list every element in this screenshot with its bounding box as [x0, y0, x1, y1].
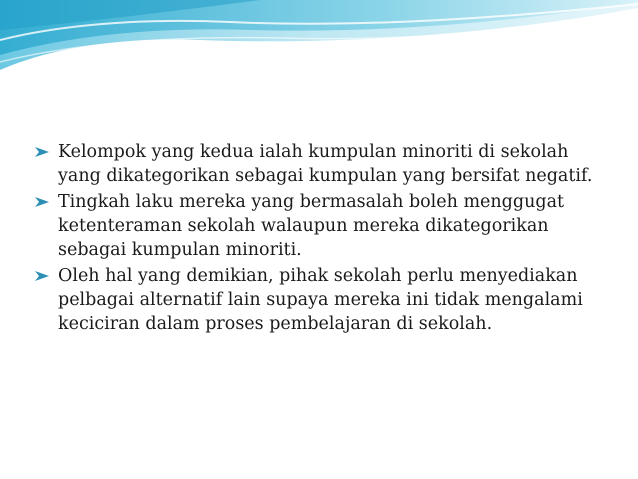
- decorative-wave-header: [0, 0, 638, 80]
- bullet-text: Kelompok yang kedua ialah kumpulan minoriti di sekolah yang dikategorikan sebagai kumpulan yang bersifat negatif.: [58, 142, 593, 186]
- bullet-item: [34, 264, 594, 336]
- arrow-checkmark-bullet-icon: [34, 145, 50, 159]
- arrow-checkmark-bullet-icon: [34, 269, 50, 283]
- bullet-list: [34, 140, 594, 338]
- arrow-checkmark-bullet-icon: [34, 195, 50, 209]
- bullet-item: [34, 140, 594, 188]
- bullet-text: Oleh hal yang demikian, pihak sekolah perlu menyediakan pelbagai alternatif lain supaya mereka ini tidak mengalami keciciran dalam proses pembelajaran di sekolah.: [58, 266, 583, 334]
- bullet-text: Tingkah laku mereka yang bermasalah boleh menggugat ketenteraman sekolah walaupun mereka dikategorikan sebagai kumpulan minoriti.: [58, 192, 565, 260]
- bullet-item: [34, 190, 594, 262]
